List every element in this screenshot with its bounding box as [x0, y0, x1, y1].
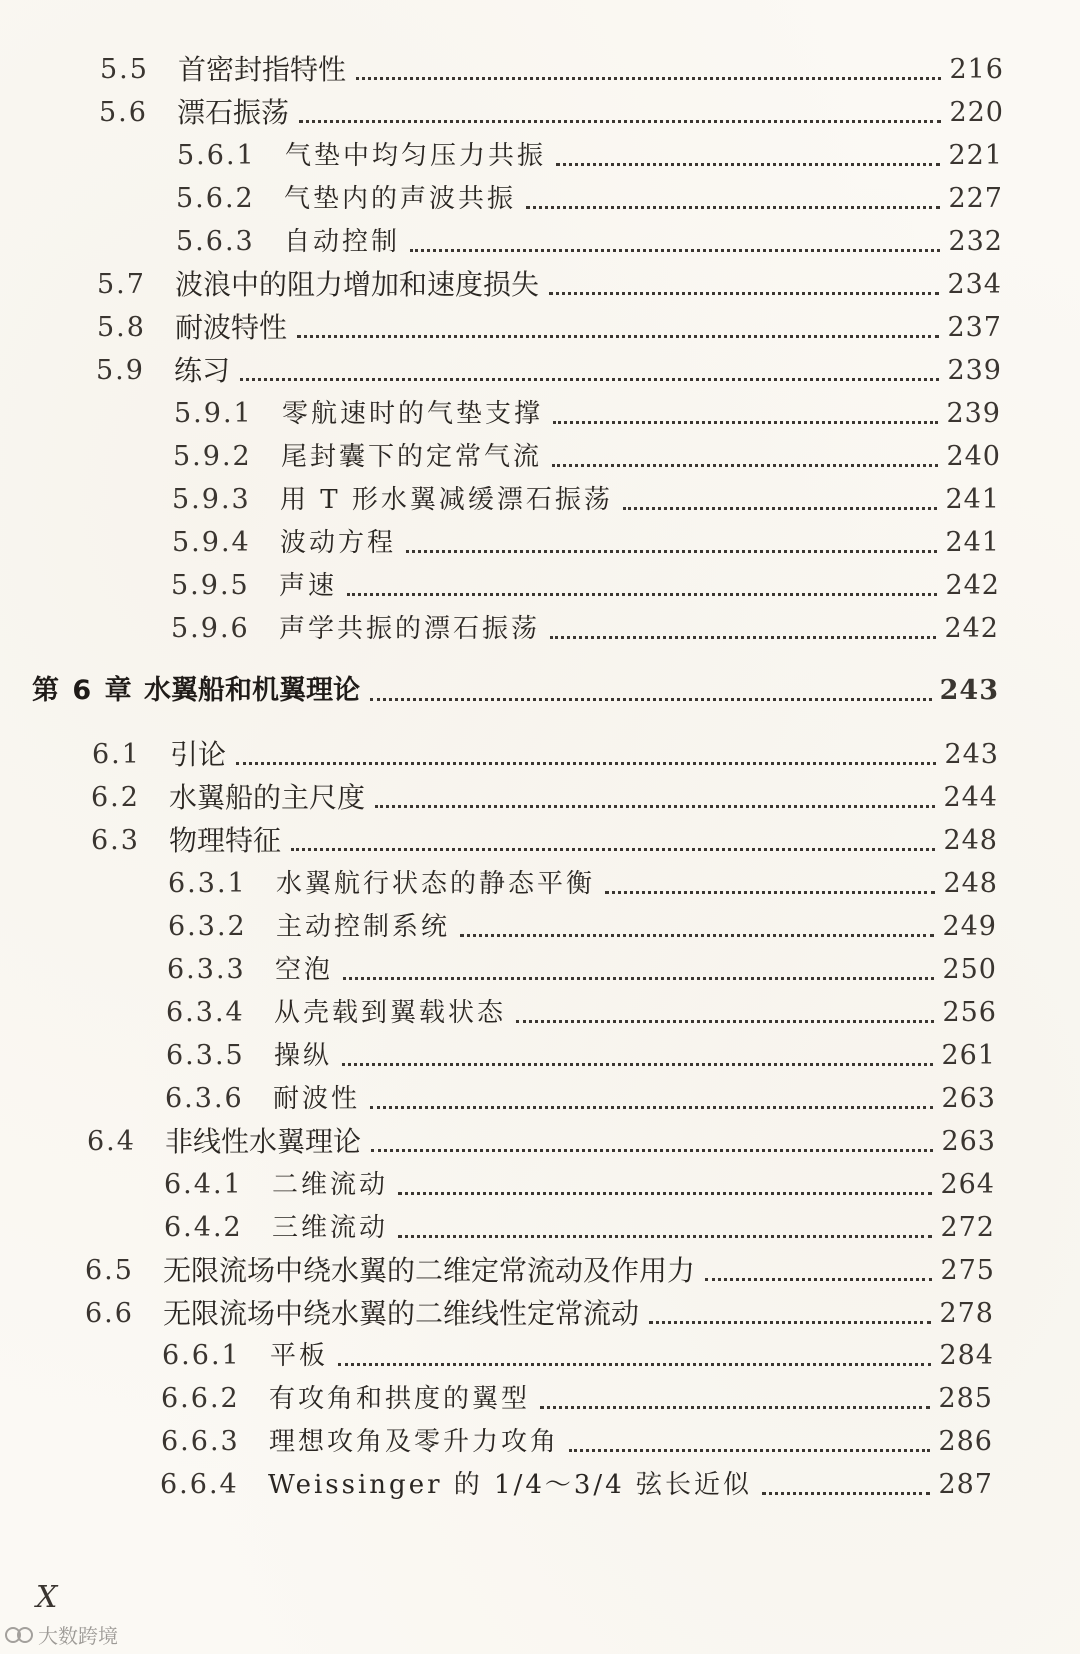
toc-section-title: 物理特征 [169, 824, 282, 857]
toc-leader-dots [550, 636, 936, 639]
toc-section-number: 6.5 [85, 1255, 134, 1286]
toc-leader-dots [398, 1235, 932, 1238]
toc-leader-dots [410, 249, 940, 252]
toc-row [162, 1333, 994, 1373]
toc-row [168, 904, 997, 944]
toc-page-number: 248 [943, 825, 998, 856]
toc-section-number: 6.6.2 [161, 1383, 240, 1414]
toc-leader-dots [370, 1106, 933, 1109]
toc-page-number: 285 [938, 1383, 993, 1414]
toc-page-number: 244 [943, 782, 998, 813]
toc-leader-dots [623, 507, 938, 510]
toc-row [92, 732, 999, 772]
toc-section-number: 5.6.2 [176, 183, 255, 214]
toc-leader-dots [552, 464, 938, 467]
watermark-text: 大数跨境 [38, 1624, 118, 1648]
toc-page-number: 248 [943, 868, 998, 899]
toc-section-number: 5.9.4 [172, 527, 251, 558]
toc-section-title: 水翼船和机翼理论 [144, 675, 360, 706]
toc-section-title: 声学共振的漂石振荡 [279, 614, 541, 644]
toc-leader-dots [460, 934, 934, 937]
toc-section-title: 二维流动 [272, 1170, 389, 1200]
toc-row [161, 1419, 993, 1459]
toc-page-number: 239 [946, 398, 1001, 429]
toc-section-number: 6.6.1 [162, 1340, 241, 1371]
toc-page-number: 242 [944, 613, 999, 644]
toc-section-title: 有攻角和拱度的翼型 [269, 1384, 531, 1414]
toc-section-number: 5.5 [100, 54, 149, 85]
toc-leader-dots [705, 1278, 932, 1281]
toc-page-number: 278 [939, 1298, 994, 1329]
toc-leader-dots [240, 378, 939, 381]
toc-row [91, 818, 998, 858]
toc-section-title: 首密封指特性 [178, 53, 347, 86]
toc-row [166, 990, 997, 1030]
toc-leader-dots [540, 1406, 930, 1409]
toc-row [161, 1376, 993, 1416]
toc-section-number: 6.3.2 [168, 911, 247, 942]
toc-leader-dots [569, 1449, 930, 1452]
toc-section-number: 5.9.6 [171, 613, 250, 644]
toc-section-title: 声速 [279, 571, 338, 601]
toc-section-number: 5.6.1 [177, 140, 256, 171]
toc-row [168, 861, 998, 901]
toc-section-title: 尾封囊下的定常气流 [281, 442, 543, 472]
toc-section-number: 5.9.5 [171, 570, 250, 601]
toc-row [173, 434, 1001, 474]
toc-row [160, 1462, 993, 1502]
toc-leader-dots [762, 1492, 930, 1495]
toc-section-title: 自动控制 [284, 227, 401, 257]
toc-page-number: 242 [945, 570, 1000, 601]
toc-page-number: 237 [947, 312, 1002, 343]
toc-section-number: 6.6 [85, 1298, 134, 1329]
toc-row [176, 176, 1003, 216]
toc-row [165, 1076, 996, 1116]
toc-section-title: 主动控制系统 [276, 912, 451, 942]
toc-row [171, 606, 999, 646]
toc-row [166, 1033, 996, 1073]
toc-page-number: 227 [948, 183, 1003, 214]
toc-section-title: 操纵 [274, 1041, 333, 1071]
toc-page-number: 216 [949, 54, 1004, 85]
toc-section-title: 平板 [270, 1341, 329, 1371]
toc-leader-dots [398, 1192, 932, 1195]
toc-leader-dots [297, 335, 939, 338]
page-number-roman: X [36, 1580, 58, 1615]
toc-page-number: 261 [941, 1040, 996, 1071]
toc-section-title: 非线性水翼理论 [165, 1125, 362, 1158]
toc-row [91, 775, 998, 815]
toc-section-title: 零航速时的气垫支撑 [282, 399, 544, 429]
toc-section-number: 6.4.2 [164, 1212, 243, 1243]
toc-section-title: 波动方程 [280, 528, 397, 558]
toc-section-title: 耐波性 [273, 1084, 361, 1114]
toc-row [99, 90, 1004, 130]
toc-section-number: 6.1 [92, 739, 141, 770]
toc-page-number: 264 [940, 1169, 995, 1200]
toc-section-title: 气垫内的声波共振 [284, 184, 517, 214]
toc-leader-dots [338, 1363, 931, 1366]
toc-leader-dots [406, 550, 937, 553]
toc-row [87, 1119, 996, 1159]
toc-section-title: 无限流场中绕水翼的二维线性定常流动 [163, 1297, 640, 1330]
toc-page-number: 263 [941, 1083, 996, 1114]
toc-row [174, 391, 1001, 431]
toc-leader-dots [553, 421, 938, 424]
toc-page-number: 249 [942, 911, 997, 942]
toc-page-number: 220 [949, 97, 1004, 128]
toc-section-title: 耐波特性 [175, 311, 288, 344]
toc-section-number: 6.6.4 [160, 1469, 239, 1500]
toc-page-number: 241 [945, 484, 1000, 515]
toc-section-number: 6.2 [91, 782, 140, 813]
toc-page-number: 240 [946, 441, 1001, 472]
toc-leader-dots [371, 1149, 933, 1152]
toc-leader-dots [605, 891, 935, 894]
toc-section-title: 水翼船的主尺度 [169, 781, 366, 814]
toc-page-number: 243 [944, 739, 999, 770]
toc-section-title: 理想攻角及零升力攻角 [269, 1427, 560, 1457]
toc-page-number: 256 [942, 997, 997, 1028]
toc-section-number: 6.4.1 [164, 1169, 243, 1200]
toc-page-number: 286 [938, 1426, 993, 1457]
toc-leader-dots [347, 593, 937, 596]
toc-leader-dots [516, 1020, 934, 1023]
toc-section-title: 练习 [174, 354, 231, 387]
toc-section-number: 6.3.6 [165, 1083, 244, 1114]
toc-section-number: 5.9.1 [174, 398, 253, 429]
toc-page-number: 243 [939, 675, 999, 706]
watermark-logo-icon [4, 1625, 34, 1645]
toc-leader-dots [299, 120, 941, 123]
toc-section-number: 6.4 [87, 1126, 136, 1157]
toc-leader-dots [370, 698, 932, 701]
toc-row [96, 348, 1002, 388]
toc-section-number: 5.7 [97, 269, 146, 300]
toc-section-number: 5.9 [96, 355, 145, 386]
toc-row [164, 1162, 995, 1202]
toc-section-title: 波浪中的阻力增加和速度损失 [175, 268, 540, 301]
toc-section-title: 从壳载到翼载状态 [274, 998, 507, 1028]
toc-row [176, 219, 1003, 259]
toc-leader-dots [343, 977, 934, 980]
toc-section-title: 气垫中均匀压力共振 [285, 141, 547, 171]
toc-leader-dots [375, 805, 935, 808]
toc-section-number: 5.8 [97, 312, 146, 343]
toc-section-title: 水翼航行状态的静态平衡 [276, 869, 596, 899]
toc-leader-dots [356, 77, 941, 80]
toc-page-number: 272 [940, 1212, 995, 1243]
toc-section-title: 漂石振荡 [177, 96, 290, 129]
toc-section-number: 6.3.3 [167, 954, 246, 985]
toc-row [100, 47, 1004, 87]
toc-section-number: 6.3.4 [166, 997, 245, 1028]
toc-row [85, 1291, 994, 1331]
toc-row [167, 947, 997, 987]
toc-section-title: 无限流场中绕水翼的二维定常流动及作用力 [163, 1254, 696, 1287]
toc-section-number: 第 6 章 [32, 675, 134, 706]
toc-page-number: 239 [947, 355, 1002, 386]
toc-page-number: 275 [940, 1255, 995, 1286]
toc-section-number: 6.6.3 [161, 1426, 240, 1457]
toc-row [172, 477, 1000, 517]
toc-leader-dots [342, 1063, 933, 1066]
toc-section-title: 引论 [170, 738, 227, 771]
toc-section-title: 三维流动 [272, 1213, 389, 1243]
toc-section-number: 6.3 [91, 825, 140, 856]
toc-section-title: 空泡 [275, 955, 334, 985]
toc-section-number: 6.3.1 [168, 868, 247, 899]
toc-section-number: 6.3.5 [166, 1040, 245, 1071]
toc-section-number: 5.9.3 [172, 484, 251, 515]
toc-chapter-row [32, 668, 999, 708]
toc-page-number: 241 [945, 527, 1000, 558]
toc-page-number: 287 [938, 1469, 993, 1500]
toc-section-title: 用 T 形水翼减缓漂石振荡 [280, 485, 613, 515]
toc-page-number: 263 [941, 1126, 996, 1157]
toc-section-number: 5.6 [99, 97, 148, 128]
toc-page-number: 221 [948, 140, 1003, 171]
toc-row [177, 133, 1003, 173]
toc-row [164, 1205, 995, 1245]
toc-section-title: Weissinger 的 1/4～3/4 弦长近似 [268, 1470, 752, 1500]
toc-section-number: 5.6.3 [176, 226, 255, 257]
toc-row [97, 262, 1002, 302]
toc-leader-dots [649, 1321, 931, 1324]
toc-leader-dots [291, 848, 935, 851]
toc-section-number: 5.9.2 [173, 441, 252, 472]
toc-page-number: 284 [939, 1340, 994, 1371]
toc-leader-dots [549, 292, 939, 295]
toc-row [171, 563, 1000, 603]
toc-row [172, 520, 1000, 560]
toc-leader-dots [236, 762, 936, 765]
toc-row [97, 305, 1002, 345]
toc-page-number: 232 [948, 226, 1003, 257]
watermark [4, 1620, 118, 1649]
toc-page-number: 234 [947, 269, 1002, 300]
toc-row [85, 1248, 995, 1288]
toc-page-number: 250 [942, 954, 997, 985]
toc-leader-dots [526, 206, 940, 209]
toc-leader-dots [556, 163, 940, 166]
